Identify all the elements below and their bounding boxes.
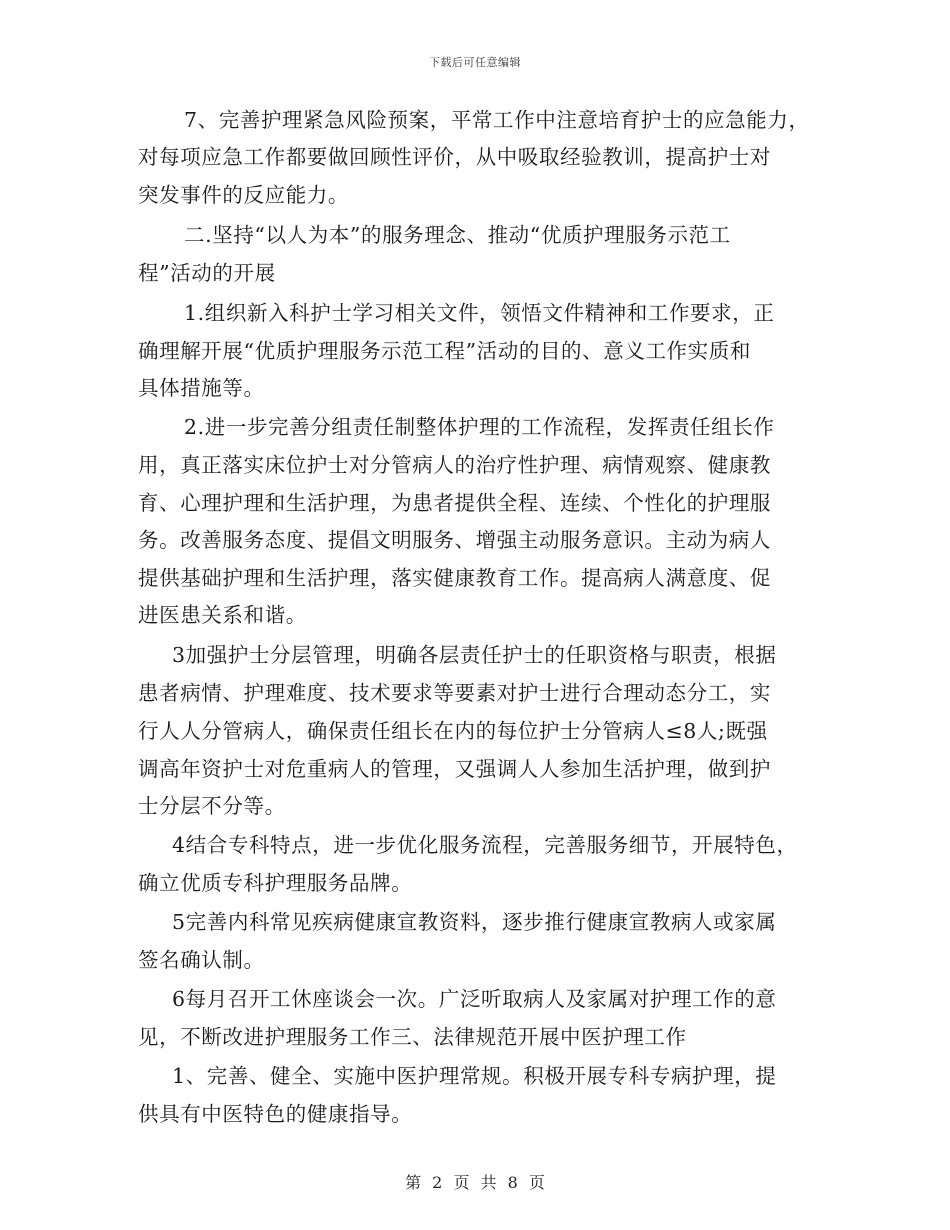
text-line: 1、完善、健全、实施中医护理常规。积极开展专科专病护理，提 bbox=[172, 1064, 777, 1088]
text-line: 务。改善服务态度、提倡文明服务、增强主动服务意识。主动为病人 bbox=[138, 528, 771, 552]
text-line: 具体措施等。 bbox=[138, 376, 265, 400]
text-line: 行人人分管病人，确保责任组长在内的每位护士分管病人≤8人;既强 bbox=[138, 719, 768, 743]
text-line: 5完善内科常见疾病健康宣教资料，逐步推行健康宣教病人或家属 bbox=[172, 910, 777, 934]
text-line: 进医患关系和谐。 bbox=[138, 603, 307, 627]
text-line: 签名确认制。 bbox=[138, 948, 265, 972]
text-line: 7、完善护理紧急风险预案，平常工作中注意培育护士的应急能力， bbox=[184, 108, 810, 132]
text-line: 确立优质专科护理服务品牌。 bbox=[138, 871, 413, 895]
text-line: 用，真正落实床位护士对分管病人的治疗性护理、病情观察、健康教 bbox=[138, 453, 771, 477]
text-line: 士分层不分等。 bbox=[138, 794, 286, 818]
text-line: 对每项应急工作都要做回顾性评价，从中吸取经验教训，提高护士对 bbox=[138, 145, 771, 169]
text-line: 调高年资护士对危重病人的管理，又强调人人参加生活护理，做到护 bbox=[138, 757, 771, 781]
section-heading: 二.坚持“以人为本”的服务理念、推动“优质护理服务示范工 bbox=[184, 223, 731, 247]
text-line: 提供基础护理和生活护理，落实健康教育工作。提高病人满意度、促 bbox=[138, 566, 771, 590]
text-line: 6每月召开工休座谈会一次。广泛听取病人及家属对护理工作的意 bbox=[172, 987, 777, 1011]
page-footer: 第 2 页 共 8 页 bbox=[405, 1173, 545, 1192]
text-line: 1.组织新入科护士学习相关文件，领悟文件精神和工作要求，正 bbox=[184, 301, 775, 325]
text-line: 患者病情、护理难度、技术要求等要素对护士进行合理动态分工，实 bbox=[138, 681, 771, 705]
text-line: 见，不断改进护理服务工作三、法律规范开展中医护理工作 bbox=[138, 1025, 687, 1049]
text-line: 育、心理护理和生活护理，为患者提供全程、连续、个性化的护理服 bbox=[138, 491, 771, 515]
text-line: 供具有中医特色的健康指导。 bbox=[138, 1102, 413, 1126]
section-heading: 程”活动的开展 bbox=[138, 261, 276, 285]
page-header: 下载后可任意编辑 bbox=[429, 56, 521, 69]
text-line: 2.进一步完善分组责任制整体护理的工作流程，发挥责任组长作 bbox=[184, 415, 775, 439]
text-line: 突发事件的反应能力。 bbox=[138, 183, 349, 207]
text-line: 确理解开展“优质护理服务示范工程”活动的目的、意义工作实质和 bbox=[138, 339, 751, 363]
text-line: 3加强护士分层管理，明确各层责任护士的任职资格与职责，根据 bbox=[172, 643, 777, 667]
text-line: 4结合专科特点，进一步优化服务流程，完善服务细节，开展特色， bbox=[172, 833, 798, 857]
